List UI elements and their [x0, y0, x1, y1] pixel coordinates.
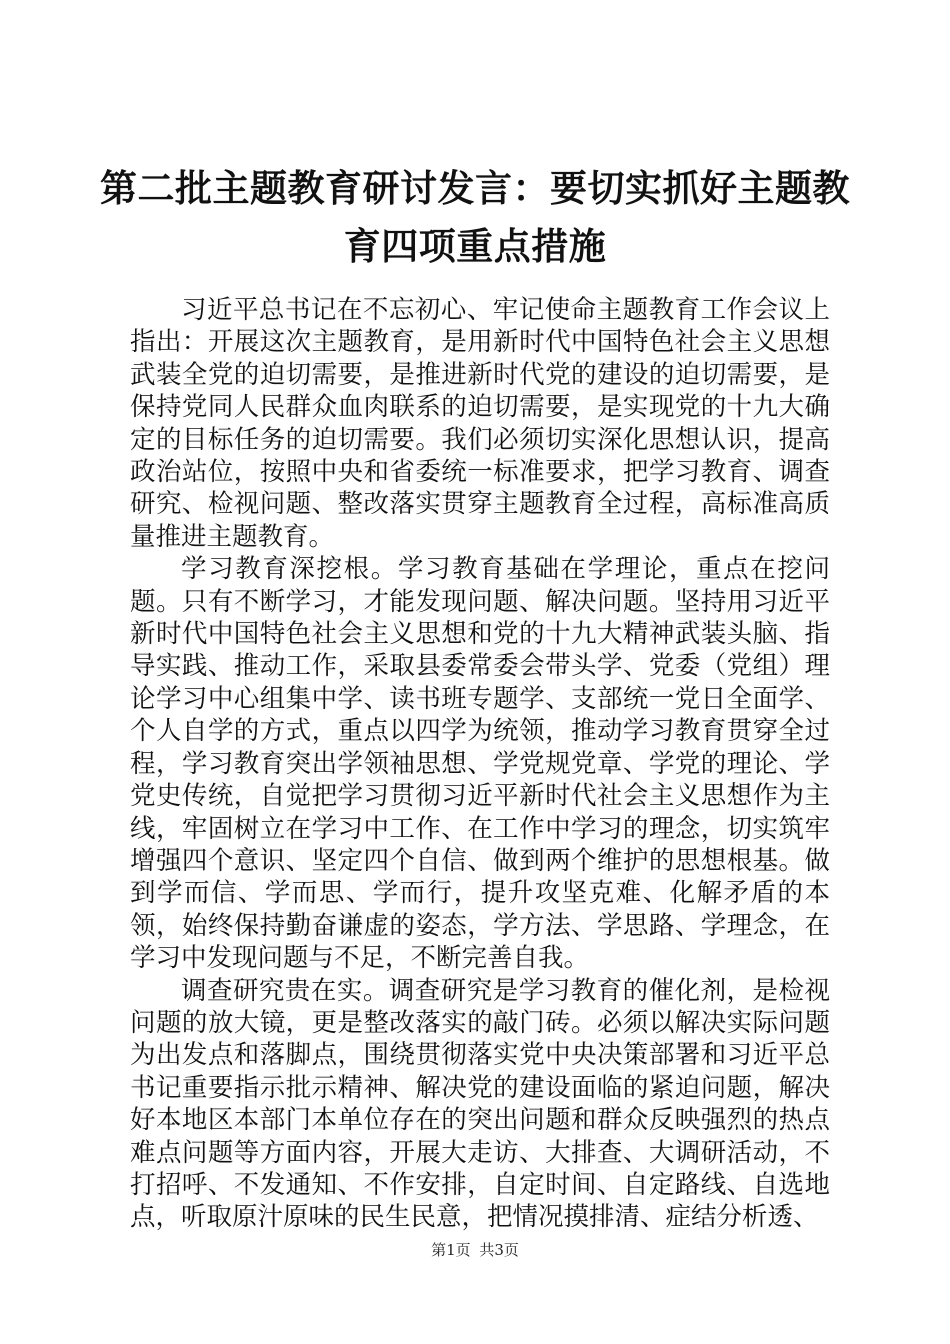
paragraph-investigation-research: 调查研究贵在实。调查研究是学习教育的催化剂，是检视问题的放大镜，更是整改落实的敲门砖。必须以解决实际问题为出发点和落脚点，围绕贯彻落实党中央决策部署和习近平总书记重要指示批示精神、解决党的建设面临的紧迫问题，解决好本地区本部门本单位存在的突出问题和群众反映强烈的热点难点问题等方面内容，开展大走访、大排查、大调研活动，不打招呼、不发通知、不作安排，自定时间、自定路线、自选地点，听取原汁原味的民生民意，把情况摸排清、症结分析透、: [130, 975, 830, 1233]
paragraph-study-education: 学习教育深挖根。学习教育基础在学理论，重点在挖问题。只有不断学习，才能发现问题、解决问题。坚持用习近平新时代中国特色社会主义思想和党的十九大精神武装头脑、指导实践、推动工作，采取县委常委会带头学、党委（党组）理论学习中心组集中学、读书班专题学、支部统一党日全面学、个人自学的方式，重点以四学为统领，推动学习教育贯穿全过程，学习教育突出学领袖思想、学党规党章、学党的理论、学党史传统，自觉把学习贯彻习近平新时代社会主义思想作为主线，牢固树立在学习中工作、在工作中学习的理念，切实筑牢增强四个意识、坚定四个自信、做到两个维护的思想根基。做到学而信、学而思、学而行，提升攻坚克难、化解矛盾的本领，始终保持勤奋谦虚的姿态，学方法、学思路、学理念，在学习中发现问题与不足，不断完善自我。: [130, 554, 830, 974]
document-body: [130, 294, 830, 1234]
document-title: 第二批主题教育研讨发言：要切实抓好主题教育四项重点措施: [100, 167, 850, 268]
page-number-footer: 第1页 共3页: [431, 1241, 519, 1259]
paragraph-intro: 习近平总书记在不忘初心、牢记使命主题教育工作会议上指出：开展这次主题教育，是用新时代中国特色社会主义思想武装全党的迫切需要，是推进新时代党的建设的迫切需要，是保持党同人民群众血肉联系的迫切需要，是实现党的十九大确定的目标任务的迫切需要。我们必须切实深化思想认识，提高政治站位，按照中央和省委统一标准要求，把学习教育、调查研究、检视问题、整改落实贯穿主题教育全过程，高标准高质量推进主题教育。: [130, 295, 830, 552]
